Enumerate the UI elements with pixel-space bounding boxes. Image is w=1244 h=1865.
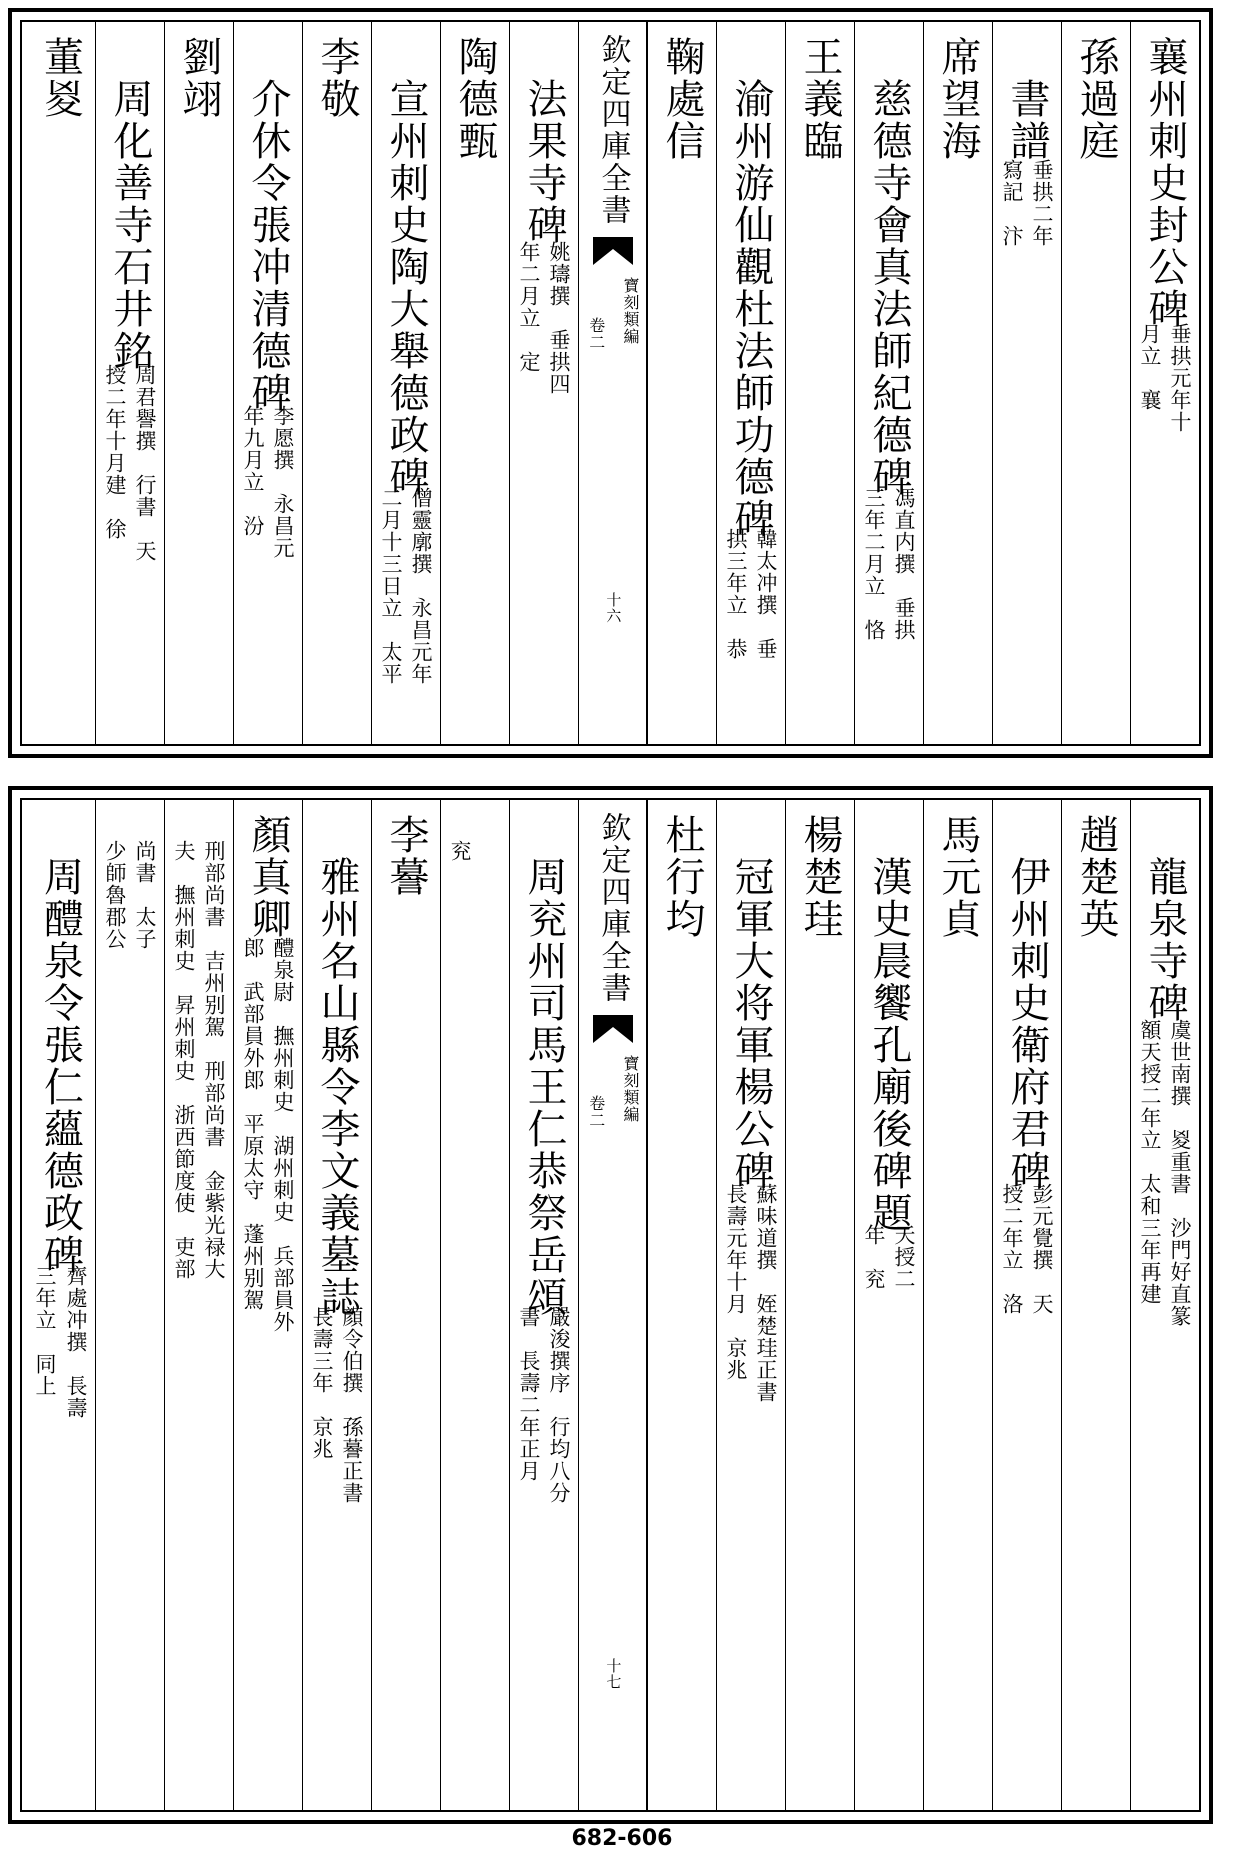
annotation-text: 年 兖 [862, 1224, 887, 1290]
text-column [923, 22, 992, 744]
annotation-text: 嚴浚撰序 行均八分 [547, 1306, 571, 1504]
annotation-text: 少師魯郡公 [103, 840, 128, 950]
main-text: 杜行均 [659, 814, 705, 940]
center-fold-column [578, 800, 647, 1810]
main-text: 襄州刺史封公碑 [1142, 36, 1188, 330]
text-column [302, 800, 371, 1810]
volume-label: 卷二 [586, 317, 606, 351]
annotation-text: 蘇味道撰 姪楚珪正書 [754, 1183, 778, 1403]
main-text: 董㚇 [37, 36, 84, 120]
fishtail-mark-icon [593, 237, 633, 265]
main-text: 趙楚英 [1073, 814, 1119, 940]
text-column [509, 800, 578, 1810]
main-text: 周化善寺石井銘 [107, 36, 153, 372]
text-column [1061, 800, 1130, 1810]
book-subtitle: 寶刻類編 [621, 1055, 640, 1123]
annotation-text: 長壽三年 京兆 [310, 1306, 335, 1460]
annotation-text: 長壽元年十月 京兆 [724, 1183, 749, 1381]
text-column [1130, 22, 1199, 744]
annotation-text: 韓太冲撰 垂 [754, 528, 778, 660]
text-column [509, 22, 578, 744]
annotation-text: 顏令伯撰 孫謩正書 [340, 1306, 364, 1504]
text-column [440, 22, 509, 744]
main-text: 周醴泉令張仁蘊德政碑 [37, 814, 84, 1276]
text-column [992, 22, 1061, 744]
text-column [164, 22, 233, 744]
main-text: 孫過庭 [1073, 36, 1119, 162]
volume-label: 卷二 [586, 1095, 606, 1129]
book-subtitle: 寶刻類編 [621, 277, 640, 345]
main-text: 劉翊 [176, 36, 222, 120]
text-column [371, 800, 440, 1810]
page-number: 682-606 [571, 1826, 673, 1851]
annotation-text: 年二月立 定 [517, 241, 542, 373]
text-column [1061, 22, 1130, 744]
main-text: 宣州刺史陶大舉德政碑 [383, 36, 429, 498]
annotation-text: 醴泉尉 撫州刺史 湖州刺史 兵部員外 [271, 937, 295, 1333]
top-page-frame [20, 20, 1201, 746]
annotation-text: 三年二月立 恪 [862, 487, 887, 641]
main-text: 冠軍大将軍楊公碑 [728, 814, 774, 1192]
main-text: 顏真卿 [245, 814, 291, 940]
bottom-columns [22, 800, 1199, 1810]
text-column [854, 22, 923, 744]
main-text: 王義臨 [797, 36, 843, 162]
text-column [785, 800, 854, 1810]
leaf-number: 十六 [604, 592, 623, 624]
main-text: 馬元貞 [935, 814, 981, 940]
annotation-text: 授二年立 洛 [1000, 1183, 1025, 1315]
text-column [716, 22, 785, 744]
annotation-text: 郎 武部員外郎 平原太守 蓬州别駕 [241, 937, 266, 1311]
text-column [1130, 800, 1199, 1810]
center-fold-column [578, 22, 647, 744]
annotation-text: 拱三年立 恭 [724, 528, 749, 660]
annotation-text: 年九月立 汾 [241, 405, 266, 537]
annotation-text: 刑部尚書 吉州别駕 刑部尚書 金紫光禄大 [202, 840, 226, 1280]
annotation-text: 齊處冲撰 長壽 [64, 1265, 88, 1419]
text-column [992, 800, 1061, 1810]
text-column [440, 800, 509, 1810]
annotation-text: 兖 [448, 840, 473, 862]
main-text: 渝州游仙觀杜法師功德碑 [728, 36, 774, 540]
top-columns [22, 22, 1199, 744]
text-column [164, 800, 233, 1810]
annotation-text: 天授二 [892, 1224, 916, 1290]
text-column [785, 22, 854, 744]
annotation-text: 額天授二年立 太和三年再建 [1138, 1019, 1163, 1305]
main-text: 陶德甄 [452, 36, 498, 162]
main-text: 席望海 [935, 36, 981, 162]
text-column [233, 22, 302, 744]
annotation-text: 垂拱元年十 [1168, 323, 1192, 433]
main-text: 慈德寺會真法師紀德碑 [866, 36, 912, 498]
main-text: 李敬 [314, 36, 360, 120]
annotation-text: 僧靈廓撰 永昌元年 [409, 487, 433, 685]
annotation-text: 夫 撫州刺史 昇州刺史 浙西節度使 吏部 [172, 840, 197, 1280]
main-text: 漢史晨饗孔廟後碑題 [866, 814, 912, 1234]
main-text: 李謩 [383, 814, 429, 898]
main-text: 雅州名山縣令李文義墓誌 [314, 814, 360, 1318]
text-column [647, 800, 716, 1810]
fishtail-mark-icon [593, 1015, 633, 1043]
annotation-text: 寫記 汴 [1000, 159, 1025, 247]
text-column [302, 22, 371, 744]
annotation-text: 周君譽撰 行書 天 [133, 364, 157, 562]
main-text: 介休令張冲清德碑 [245, 36, 291, 414]
book-title: 欽定四庫全書 [595, 34, 631, 226]
annotation-text: 虞世南撰 㚇重書 沙門好直篆 [1168, 1019, 1192, 1327]
annotation-text: 李愿撰 永昌元 [271, 405, 295, 559]
text-column [26, 22, 95, 744]
annotation-text: 書 長壽二年正月 [517, 1306, 542, 1482]
text-column [26, 800, 95, 1810]
main-text: 龍泉寺碑 [1142, 814, 1188, 1024]
main-text: 法果寺碑 [521, 36, 567, 246]
annotation-text: 授二年十月建 徐 [103, 364, 128, 540]
annotation-text: 姚璹撰 垂拱四 [547, 241, 571, 395]
book-title: 欽定四庫全書 [595, 812, 631, 1004]
text-column [854, 800, 923, 1810]
text-column [923, 800, 992, 1810]
annotation-text: 三年立 同上 [33, 1265, 58, 1397]
text-column [647, 22, 716, 744]
annotation-text: 月立 襄 [1138, 323, 1163, 411]
main-text: 書譜 [1004, 36, 1050, 162]
top-page [8, 8, 1213, 758]
annotation-text: 垂拱二年 [1030, 159, 1054, 247]
text-column [716, 800, 785, 1810]
bottom-page [8, 786, 1213, 1824]
text-column [233, 800, 302, 1810]
text-column [95, 22, 164, 744]
main-text: 伊州刺史衛府君碑 [1004, 814, 1050, 1192]
annotation-text: 尚書 太子 [133, 840, 157, 950]
main-text: 周兖州司馬王仁恭祭岳頌 [521, 814, 567, 1318]
bottom-page-frame [20, 798, 1201, 1812]
annotation-text: 彭元覺撰 天 [1030, 1183, 1054, 1315]
text-column [371, 22, 440, 744]
annotation-text: 馮直内撰 垂拱 [892, 487, 916, 641]
leaf-number: 十七 [604, 1658, 623, 1690]
text-column [95, 800, 164, 1810]
main-text: 鞠處信 [659, 36, 705, 162]
annotation-text: 二月十三日立 太平 [379, 487, 404, 685]
main-text: 楊楚珪 [797, 814, 843, 940]
